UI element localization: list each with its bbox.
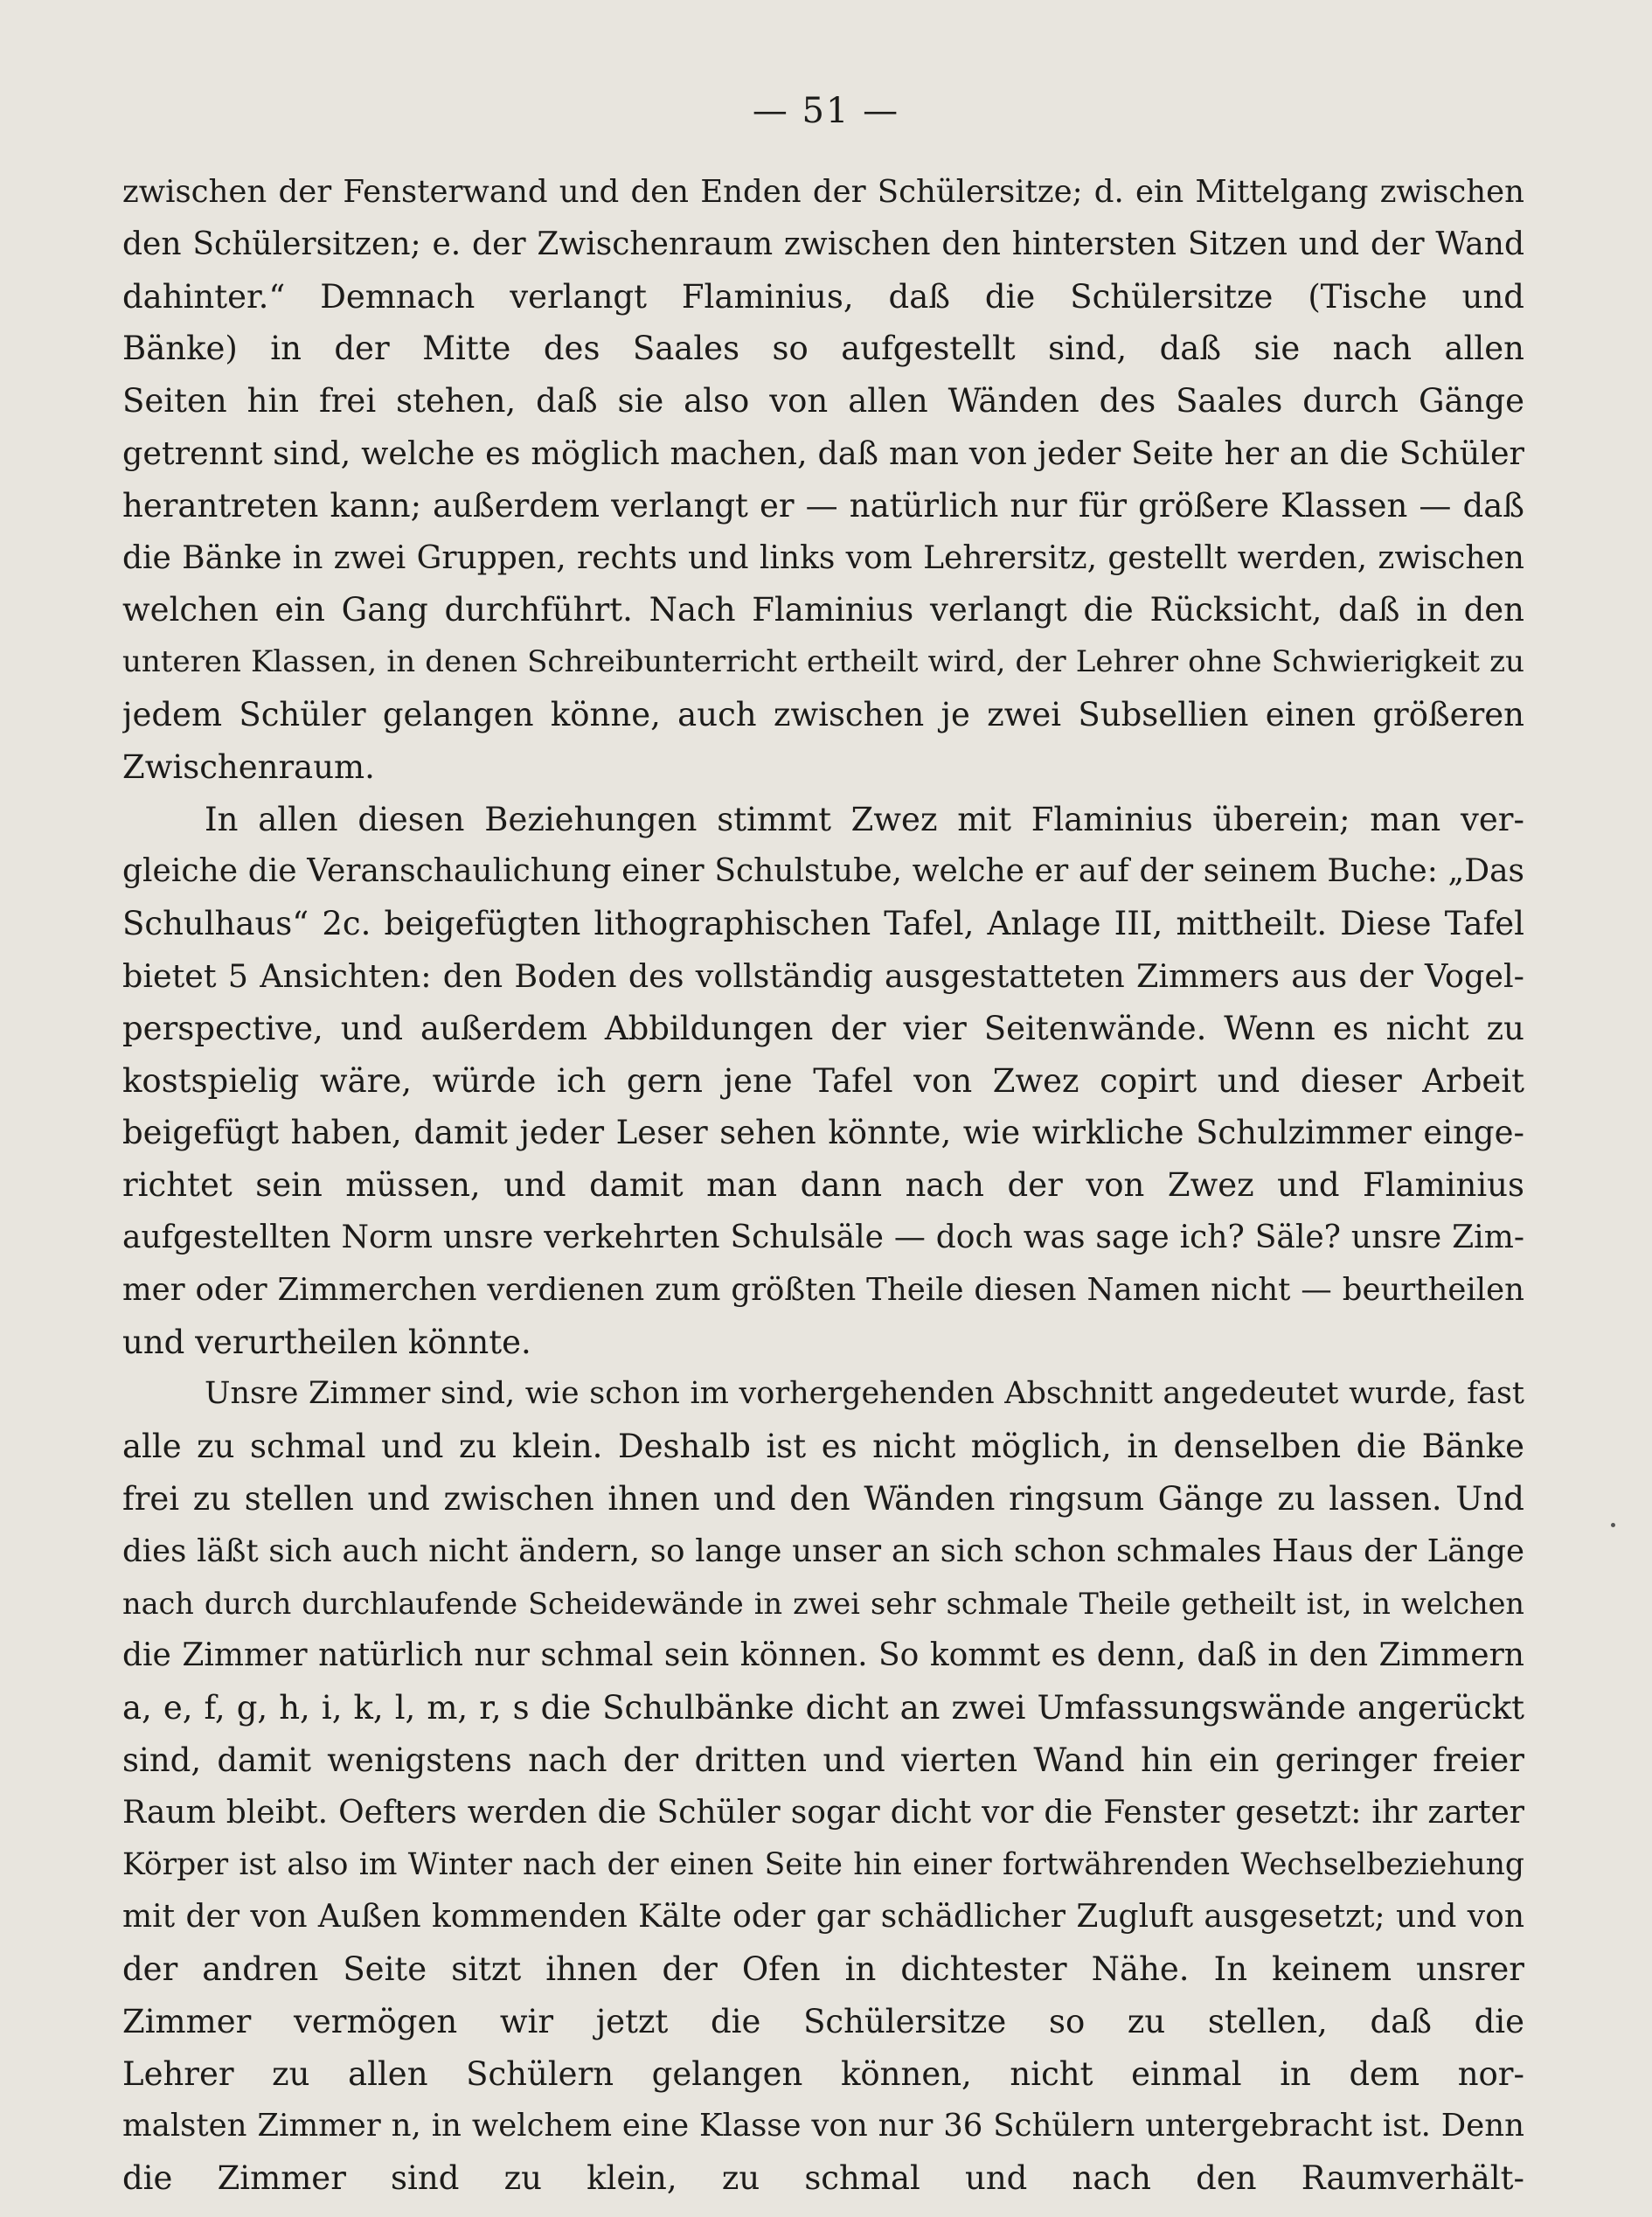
text-line: mer oder Zimmerchen verdienen zum größten Theile diesen Namen nicht — beurtheilen [122, 1271, 1524, 1308]
text-line: bietet 5 Ansichten: den Boden des vollständig ausgestatteten Zimmers aus der Vogel- [122, 956, 1524, 995]
text-line: die Zimmer sind zu klein, zu schmal und nach den Raumverhält- [122, 2159, 1524, 2198]
text-line: Raum bleibt. Oefters werden die Schüler sogar dicht vor die Fenster gesetzt: ihr zarter [122, 1794, 1524, 1831]
text-line: den Schülersitzen; e. der Zwischenraum zwischen den hintersten Sitzen und der Wand [122, 226, 1524, 262]
body-text [122, 166, 1524, 2205]
text-line: dahinter.“ Demnach verlangt Flaminius, daß die Schülersitze (Tische und [122, 277, 1524, 316]
text-line: gleiche die Veranschaulichung einer Schulstube, welche er auf der seinem Buche: „Das [122, 853, 1524, 890]
text-line: alle zu schmal und zu klein. Deshalb ist es nicht möglich, in denselben die Bänke [122, 1428, 1524, 1466]
text-line: In allen diesen Beziehungen stimmt Zwez mit Flaminius überein; man ver- [205, 800, 1524, 838]
text-line: richtet sein müssen, und damit man dann nach der von Zwez und Flaminius [122, 1166, 1524, 1205]
text-line: getrennt sind, welche es möglich machen, daß man von jeder Seite her an die Schüler [122, 434, 1524, 472]
text-line: und verurtheilen könnte. [122, 1323, 531, 1361]
text-line: Zwischenraum. [122, 747, 375, 786]
text-line: a, e, f, g, h, i, k, l, m, r, s die Schulbänke dicht an zwei Umfassungswände angerückt [122, 1689, 1524, 1727]
text-line: Schulhaus“ 2c. beigefügten lithographischen Tafel, Anlage III, mittheilt. Diese Tafel [122, 905, 1524, 943]
text-line: Bänke) in der Mitte des Saales so aufgestellt sind, daß sie nach allen [122, 330, 1524, 368]
text-line: perspective, und außerdem Abbildungen der vier Seitenwände. Wenn es nicht zu [122, 1009, 1524, 1047]
text-line: herantreten kann; außerdem verlangt er — natürlich nur für größere Klassen — daß [122, 486, 1524, 525]
text-line: der andren Seite sitzt ihnen der Ofen in dichtester Nähe. In keinem unsrer [122, 1950, 1524, 1989]
text-line: zwischen der Fensterwand und den Enden der Schülersitze; d. ein Mittelgang zwischen [122, 174, 1524, 210]
text-line: die Bänke in zwei Gruppen, rechts und links vom Lehrersitz, gestellt werden, zwischen [122, 539, 1524, 576]
text-line: jedem Schüler gelangen könne, auch zwischen je zwei Subsellien einen größeren [122, 695, 1524, 733]
text-line: mit der von Außen kommenden Kälte oder gar schädlicher Zugluft ausgesetzt; und von [122, 1899, 1524, 1936]
page-number: — 51 — [752, 91, 900, 131]
text-line: Unsre Zimmer sind, wie schon im vorhergehenden Abschnitt angedeutet wurde, fast [205, 1376, 1524, 1412]
text-line: sind, damit wenigstens nach der dritten und vierten Wand hin ein geringer freier [122, 1741, 1524, 1779]
text-line: Körper ist also im Winter nach der einen Seite hin einer fortwährenden Wechselbeziehung [122, 1846, 1524, 1882]
text-line: Zimmer vermögen wir jetzt die Schülersitze so zu stellen, daß die [122, 2002, 1524, 2040]
text-line: unteren Klassen, in denen Schreibunterricht ertheilt wird, der Lehrer ohne Schwierigkeit zu [122, 644, 1524, 680]
text-line: beigefügt haben, damit jeder Leser sehen könnte, wie wirkliche Schulzimmer einge- [122, 1114, 1524, 1152]
text-line: dies läßt sich auch nicht ändern, so lange unser an sich schon schmales Haus der Länge [122, 1532, 1524, 1569]
text-line: frei zu stellen und zwischen ihnen und den Wänden ringsum Gänge zu lassen. Und [122, 1479, 1524, 1518]
text-line: kostspielig wäre, würde ich gern jene Tafel von Zwez copirt und dieser Arbeit [122, 1061, 1524, 1100]
text-line: nach durch durchlaufende Scheidewände in zwei sehr schmale Theile getheilt ist, in welchen [122, 1586, 1524, 1621]
text-line: malsten Zimmer n, in welchem eine Klasse von nur 36 Schülern untergebracht ist. Denn [122, 2108, 1524, 2144]
text-line: aufgestellten Norm unsre verkehrten Schulsäle — doch was sage ich? Säle? unsre Zim- [122, 1219, 1524, 1255]
text-line: Lehrer zu allen Schülern gelangen können, nicht einmal in dem nor- [122, 2054, 1524, 2093]
text-line: welchen ein Gang durchführt. Nach Flaminius verlangt die Rücksicht, daß in den [122, 591, 1524, 629]
text-line: die Zimmer natürlich nur schmal sein können. So kommt es denn, daß in den Zimmern [122, 1637, 1524, 1674]
ink-speck [1611, 1523, 1615, 1527]
text-line: Seiten hin frei stehen, daß sie also von allen Wänden des Saales durch Gänge [122, 382, 1524, 420]
